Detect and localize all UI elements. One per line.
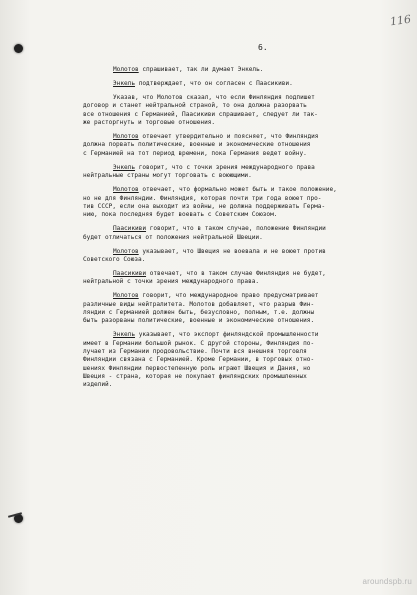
paragraph-line xyxy=(83,164,393,172)
paragraph-line xyxy=(83,102,393,110)
line-text: шениях Финляндии первостепенную роль играют Швеция и Дания, но xyxy=(83,364,311,372)
line-text: говорит, что в таком случае, положение Финляндии xyxy=(149,225,326,233)
paragraph-line xyxy=(83,225,393,233)
paragraph-line xyxy=(83,278,393,286)
paragraph xyxy=(83,225,393,242)
paragraph xyxy=(83,270,393,287)
line-text: нейтральной с точки зрения международного права. xyxy=(83,278,260,286)
paragraph-line xyxy=(83,195,393,203)
line-text: нию, пока последняя будет воевать с Советским Союзом. xyxy=(83,211,278,219)
line-text: Указав, что Молотов сказал, что если Финляндия подпишет xyxy=(113,94,315,102)
paragraph xyxy=(83,94,393,127)
line-text: все отношения с Германией, Паасикиви спрашивает, следует ли так- xyxy=(83,110,318,118)
paragraph-line xyxy=(83,172,393,180)
line-text: Советского Союза. xyxy=(83,255,146,263)
line-text: изделий. xyxy=(83,381,113,389)
archive-folio-number: 116 xyxy=(389,12,412,29)
speaker-name: Энкель xyxy=(113,331,136,339)
paragraph-line xyxy=(83,186,393,194)
line-text: имеет в Германии большой рынок. С другой стороны, Финляндия по- xyxy=(83,339,315,347)
speaker-name: Молотов xyxy=(113,292,139,300)
paragraph-line xyxy=(83,248,393,256)
line-text: ляндии с Германией должен быть, безусловно, полным, т.е. должны xyxy=(83,309,315,316)
line-text: же расторгнуть и торговые отношения. xyxy=(83,119,216,127)
speaker-name: Молотов xyxy=(113,133,139,141)
speaker-name: Молотов xyxy=(113,186,139,194)
speaker-name: Паасикиви xyxy=(113,225,147,233)
line-text: но не для Финляндии. Финляндия, которая почти три года воюет про- xyxy=(83,194,322,202)
paragraph xyxy=(83,186,393,219)
speaker-name: Молотов xyxy=(113,66,139,73)
paragraph-line xyxy=(83,119,393,127)
paragraph xyxy=(83,133,393,158)
paragraph-line xyxy=(83,133,393,141)
paragraph-line xyxy=(83,381,393,389)
line-text: отвечает утвердительно и поясняет, что Финляндия xyxy=(142,133,319,141)
paragraph xyxy=(83,331,393,389)
line-text: спрашивает, так ли думает Энкель. xyxy=(142,66,264,73)
line-text: тив СССР, если она выходит из войны, не должна поддерживать Герма- xyxy=(83,202,326,210)
line-text: подтверждает, что он согласен с Паасикиви. xyxy=(138,80,293,88)
line-text: отвечает, что в таком случае Финляндия не будет, xyxy=(149,270,326,278)
line-text: указывает, что экспорт финляндской промышленности xyxy=(138,331,319,339)
line-text: лучает из Германии продовольствие. Почти вся внешняя торговля xyxy=(83,347,307,355)
line-text: указывает, что Швеция не воевала и не воюет против xyxy=(142,247,326,255)
paragraph-line xyxy=(83,80,393,88)
paragraph xyxy=(83,66,393,74)
line-text: нейтральные страны могут торговать с воюющими. xyxy=(83,172,252,180)
line-text: различные виды нейтралитета. Молотов добавляет, что разрыв Фин- xyxy=(83,300,315,308)
speaker-name: Паасикиви xyxy=(113,270,147,278)
paragraph-line xyxy=(83,301,393,309)
line-text: Швеция - страна, которая не покупает финляндских промышленных xyxy=(83,372,307,380)
line-text: быть разорваны политические, военные и экономические отношения. xyxy=(83,317,315,325)
paragraph-line xyxy=(83,256,393,264)
paragraph-line xyxy=(83,111,393,119)
paragraph-line xyxy=(83,373,393,381)
line-text: отвечает, что формально может быть и такое положение, xyxy=(142,186,337,194)
paragraph-line xyxy=(83,141,393,149)
paragraph-line xyxy=(83,340,393,348)
line-text: должна порвать политические, военные и экономические отношения xyxy=(83,141,311,149)
line-text: договор и станет нейтральной страной, то она должна разорвать xyxy=(83,102,307,110)
paragraph-line xyxy=(83,317,393,325)
speaker-name: Энкель xyxy=(113,163,136,171)
paragraph xyxy=(83,164,393,181)
paragraph-line xyxy=(83,150,393,158)
paragraph-line xyxy=(83,211,393,219)
paragraph-line xyxy=(83,356,393,364)
paragraph-line xyxy=(83,234,393,242)
line-text: с Германией на тот период времени, пока Германия ведет войну. xyxy=(83,149,307,157)
paragraph-line xyxy=(83,203,393,211)
paragraph-line xyxy=(83,331,393,339)
speaker-name: Энкель xyxy=(113,80,136,88)
punch-hole-top xyxy=(14,44,23,53)
line-text: говорит, что с точки зрения международного права xyxy=(138,163,315,171)
paragraph-line xyxy=(83,292,393,300)
paragraph-line xyxy=(83,365,393,373)
page-number: 6. xyxy=(258,43,268,52)
document-body xyxy=(83,66,393,395)
line-text: говорит, что международное право предусматривает xyxy=(142,292,319,300)
paragraph-line xyxy=(83,66,393,74)
paragraph xyxy=(83,80,393,88)
line-text: будет отличаться от положения нейтральной Швеции. xyxy=(83,233,263,241)
watermark: aroundspb.ru xyxy=(362,577,412,586)
paragraph xyxy=(83,292,393,325)
speaker-name: Молотов xyxy=(113,247,139,255)
paragraph xyxy=(83,248,393,265)
line-text: Финляндии связана с Германией. Кроме Германии, в торговых отно- xyxy=(83,356,315,364)
